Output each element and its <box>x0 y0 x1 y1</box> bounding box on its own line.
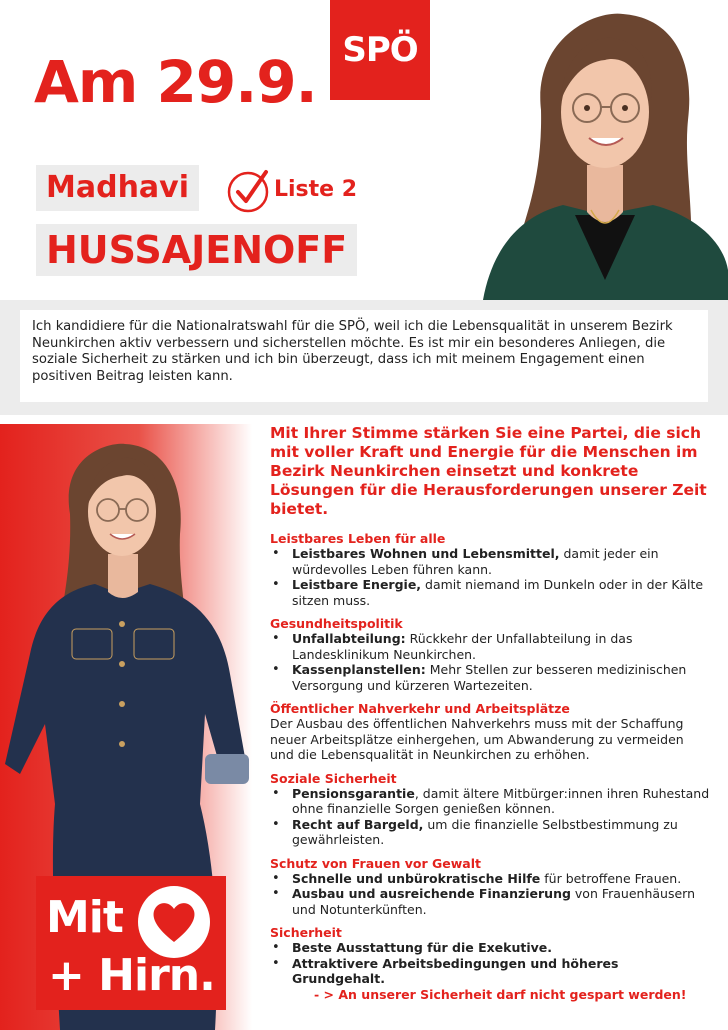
section-nahverkehr <box>270 701 710 763</box>
item-text: Mehr Stellen zur besseren medizinischen Versorgung und kürzeren Wartezeiten. <box>292 662 687 693</box>
item-bold: Beste Ausstattung für die Exekutive. <box>292 940 553 955</box>
section-title: Soziale Sicherheit <box>270 770 397 786</box>
slogan-box <box>36 876 226 1010</box>
item-bold: Schnelle und unbürokratische Hilfe <box>292 870 541 886</box>
section-title: Gesundheitspolitik <box>270 616 403 631</box>
item-bold: Kassenplanstellen: <box>292 662 426 677</box>
section-frauen <box>270 856 710 918</box>
item-bold: Ausbau und ausreichende Finanzierung <box>292 886 571 901</box>
section-leistbares-leben <box>270 531 710 608</box>
list-item <box>270 886 710 917</box>
candidate-portrait <box>483 0 728 300</box>
slogan-line-1: Mit <box>46 892 123 943</box>
item-text: Rückkehr der Unfallabteilung in das Landesklinikum Neunkirchen. <box>292 631 633 662</box>
section-gesundheitspolitik <box>270 616 710 693</box>
candidate-last-name: HUSSAJENOFF <box>36 224 357 276</box>
item-bold: Unfallabteilung: <box>292 631 406 646</box>
main-headline: Mit Ihrer Stimme stärken Sie eine Partei, die sich mit voller Kraft und Energie für die Menschen im Bezirk Neunkirchen einsetzt und konkrete Lösungen für die Herausforderungen unserer Zeit bietet. <box>270 424 707 518</box>
item-text: von Frauenhäusern und Notunterkünften. <box>292 886 696 917</box>
item-text: , damit ältere Mitbürger:innen ihren Ruhestand ohne finanzielle Sorgen genießen können. <box>292 785 710 816</box>
section-title: Leistbares Leben für alle <box>270 531 446 546</box>
item-bold: Recht auf Bargeld, <box>292 816 424 832</box>
checkmark-icon <box>226 166 274 214</box>
spoe-logo <box>330 0 430 100</box>
logo-text: SPÖ <box>342 30 418 70</box>
closing-statement: - > An unserer Sicherheit darf nicht gespart werden! <box>314 986 687 1002</box>
item-bold: Leistbares Wohnen und Lebensmittel, <box>292 546 560 561</box>
section-paragraph: Der Ausbau des öffentlichen Nahverkehrs muss mit der Schaffung neuer Arbeitsplätze einhergehen, um Abwanderung zu vermeiden und die Lebensqualität in Neunkirchen zu erhöhen. <box>270 716 684 762</box>
program-content <box>270 424 710 1002</box>
list-item <box>270 786 710 817</box>
section-soziale-sicherheit <box>270 771 710 848</box>
section-title: Schutz von Frauen vor Gewalt <box>270 855 481 871</box>
list-item <box>270 577 710 608</box>
list-item <box>270 940 710 956</box>
list-item <box>270 956 710 987</box>
list-item <box>270 546 710 577</box>
section-sicherheit <box>270 925 710 1002</box>
item-bold: Attraktivere Arbeitsbedingungen und höheres Grundgehalt. <box>292 955 619 986</box>
item-text: für betroffene Frauen. <box>540 870 682 886</box>
list-item <box>270 631 710 662</box>
section-title: Sicherheit <box>270 925 342 940</box>
candidate-first-name: Madhavi <box>36 165 199 211</box>
slogan-line-2: + Hirn. <box>48 950 215 1001</box>
list-item <box>270 662 710 693</box>
item-bold: Leistbare Energie, <box>292 577 422 592</box>
list-number: Liste 2 <box>274 177 358 202</box>
intro-text: Ich kandidiere für die Nationalratswahl für die SPÖ, weil ich die Lebensqualität in unserem Bezirk Neunkirchen aktiv verbessern und sicherstellen möchte. Es ist mir ein besonderes Anliegen, die soziale Sicherheit zu stärken und ich bin überzeugt, dass ich mit meinem Engagement einen positiven Beitrag leisten kann. <box>20 310 708 402</box>
election-date: Am 29.9. <box>34 48 317 116</box>
list-item <box>270 817 710 848</box>
list-item <box>270 871 710 887</box>
header-section <box>0 0 728 300</box>
item-bold: Pensionsgarantie <box>292 785 415 801</box>
item-text: damit jeder ein würdevolles Leben führen kann. <box>292 546 659 577</box>
section-title: Öffentlicher Nahverkehr und Arbeitsplätze <box>270 701 570 716</box>
item-text: damit niemand im Dunkeln oder in der Kälte sitzen muss. <box>292 577 704 608</box>
item-text: um die finanzielle Selbstbestimmung zu gewährleisten. <box>292 816 678 847</box>
heart-icon <box>138 886 210 958</box>
